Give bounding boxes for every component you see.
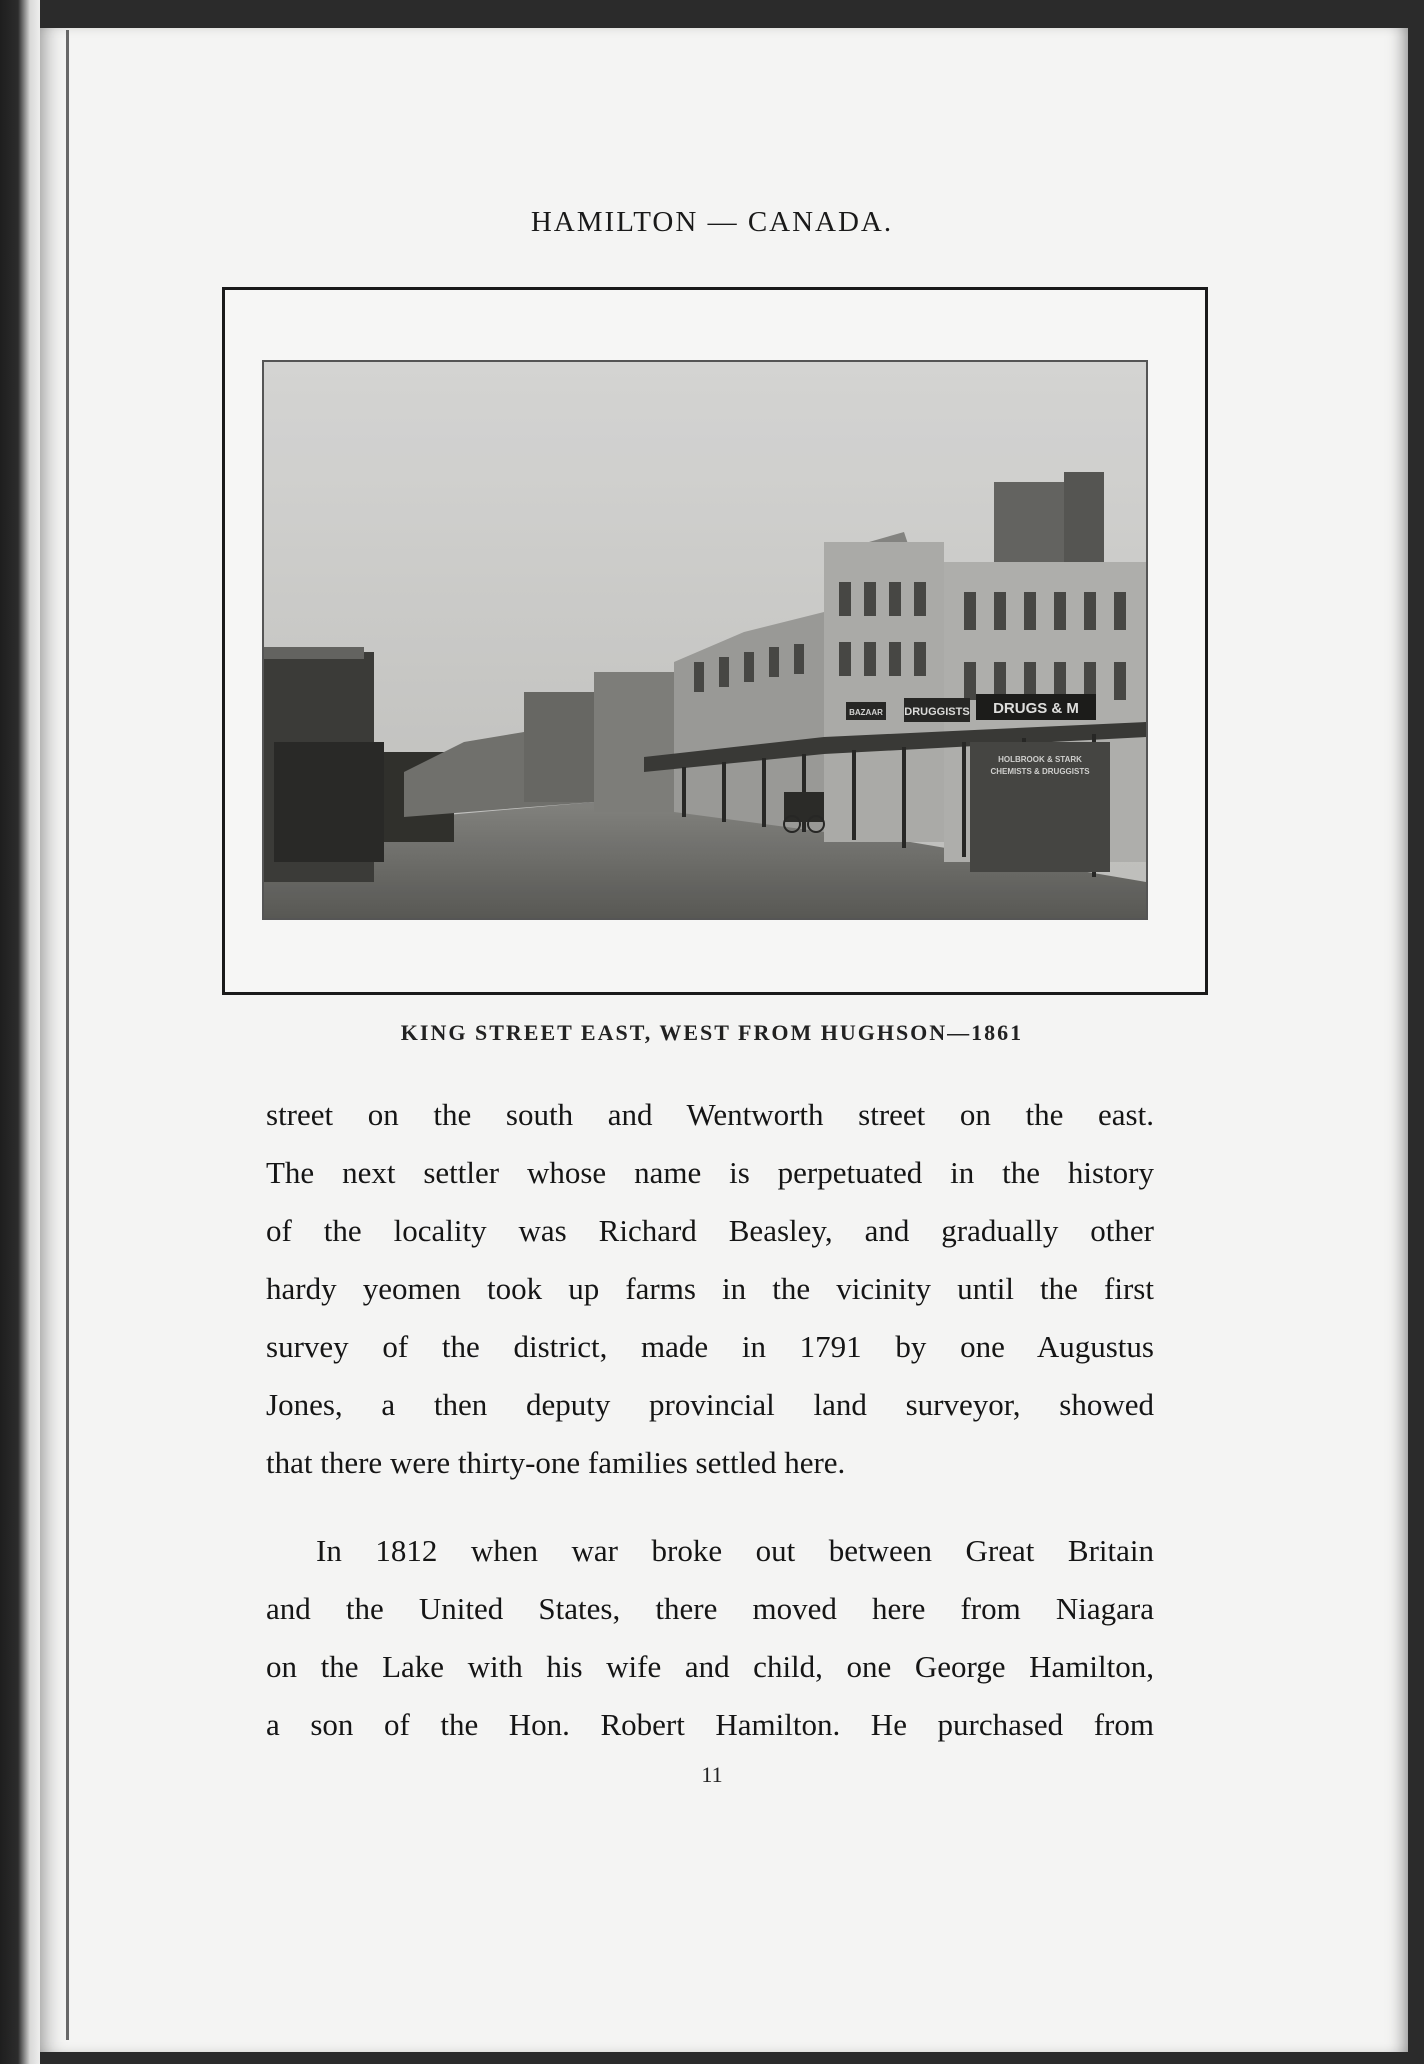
text-line: In 1812 when war broke out between Great Britain xyxy=(316,1533,1154,1568)
sign-chemists-text: CHEMISTS & DRUGGISTS xyxy=(990,767,1090,776)
text-line: and the United States, there moved here from Niagara xyxy=(266,1591,1154,1626)
text-line: The next settler whose name is perpetuated in the history xyxy=(266,1155,1154,1190)
sign-bazaar-text: BAZAAR xyxy=(849,708,883,717)
sign-druggists-text: DRUGGISTS xyxy=(904,706,970,718)
text-line: a son of the Hon. Robert Hamilton. He purchased from xyxy=(266,1707,1154,1742)
text-line: street on the south and Wentworth street on the east. xyxy=(266,1097,1154,1132)
sign-holbrook-text: HOLBROOK & STARK xyxy=(998,755,1082,764)
text-line: survey of the district, made in 1791 by one Augustus xyxy=(266,1329,1154,1364)
text-line: on the Lake with his wife and child, one George Hamilton, xyxy=(266,1649,1154,1684)
text-line: hardy yeomen took up farms in the vicinity until the first xyxy=(266,1271,1154,1306)
text-line: that there were thirty-one families settled here. xyxy=(266,1445,846,1480)
street-photograph xyxy=(262,360,1148,920)
text-line: of the locality was Richard Beasley, and gradually other xyxy=(266,1213,1154,1248)
figure-caption: KING STREET EAST, WEST FROM HUGHSON—1861 xyxy=(400,1020,1024,1045)
page-number: 11 xyxy=(701,1762,723,1787)
sign-drugs-text: DRUGS & M xyxy=(993,700,1079,717)
street-scene-illustration xyxy=(264,362,1146,918)
body-text xyxy=(266,1086,1154,1754)
text-line: Jones, a then deputy provincial land surveyor, showed xyxy=(266,1387,1154,1422)
running-title: HAMILTON — CANADA. xyxy=(530,206,894,238)
